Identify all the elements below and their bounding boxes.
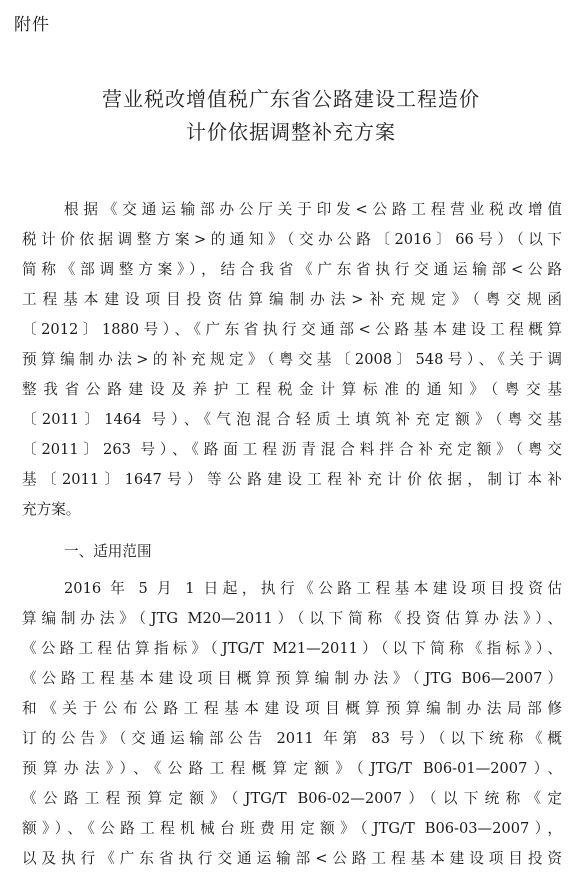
paragraph-line: 额》）、《公路工程机械台班费用定额》（JTG/T B06-03—2007）， [22, 820, 562, 837]
paragraph-line: 〔2011〕263 号）、《路面工程沥青混合料拌合补充定额》（粤交 [22, 441, 562, 458]
paragraph-line: 订的公告》（交通运输部公告 2011 年第 83 号）（以下统称《概 [22, 730, 562, 747]
section-heading-scope: 一、适用范围 [64, 543, 152, 560]
paragraph-line: 2016 年 5 月 1 日起，执行《公路工程基本建设项目投资估 [64, 580, 562, 597]
attachment-label: 附件 [14, 15, 50, 35]
paragraph-line: 工程基本建设项目投资估算编制办法>补充规定》（粤交规函 [22, 291, 562, 308]
paragraph-line: 税计价依据调整方案>的通知》（交办公路〔2016〕66号）（以下 [22, 231, 562, 248]
document-title-line-2: 计价依据调整补充方案 [186, 120, 396, 144]
paragraph-line: 《公路工程基本建设项目概算预算编制办法》（JTG B06—2007） [22, 670, 562, 687]
paragraph-line: 预算办法》）、《公路工程概算定额》（JTG/T B06-01—2007）、 [22, 760, 562, 777]
paragraph-line: 简称《部调整方案》），结合我省《广东省执行交通运输部<公路 [22, 261, 562, 278]
paragraph-line: 根据《交通运输部办公厅关于印发<公路工程营业税改增值 [64, 201, 562, 218]
paragraph-line: 预算编制办法>的补充规定》（粤交基〔2008〕548号）、《关于调 [22, 351, 562, 368]
paragraph-line: 《公路工程预算定额》（JTG/T B06-02—2007）（以下统称《定 [22, 790, 562, 807]
paragraph-line: 以及执行《广东省执行交通运输部<公路工程基本建设项目投资 [22, 850, 562, 867]
paragraph-line: 〔2011〕1464 号）、《气泡混合轻质土填筑补充定额》（粤交基 [22, 411, 562, 428]
paragraph-line: 基〔2011〕1647号）等公路建设工程补充计价依据，制订本补 [22, 471, 562, 488]
document-title-line-1: 营业税改增值税广东省公路建设工程造价 [102, 87, 480, 111]
paragraph-line: 充方案。 [22, 501, 81, 518]
paragraph-line: 〔2012〕1880号）、《广东省执行交通部<公路基本建设工程概算 [22, 321, 562, 338]
paragraph-line: 《公路工程估算指标》（JTG/T M21—2011）（以下简称《指标》）、 [22, 640, 562, 657]
paragraph-line: 整我省公路建设及养护工程税金计算标准的通知》（粤交基 [22, 381, 562, 398]
paragraph-line: 和《关于公布公路工程基本建设项目概算预算编制办法局部修 [22, 700, 562, 717]
paragraph-line: 算编制办法》（JTG M20—2011）（以下简称《投资估算办法》）、 [22, 610, 562, 627]
